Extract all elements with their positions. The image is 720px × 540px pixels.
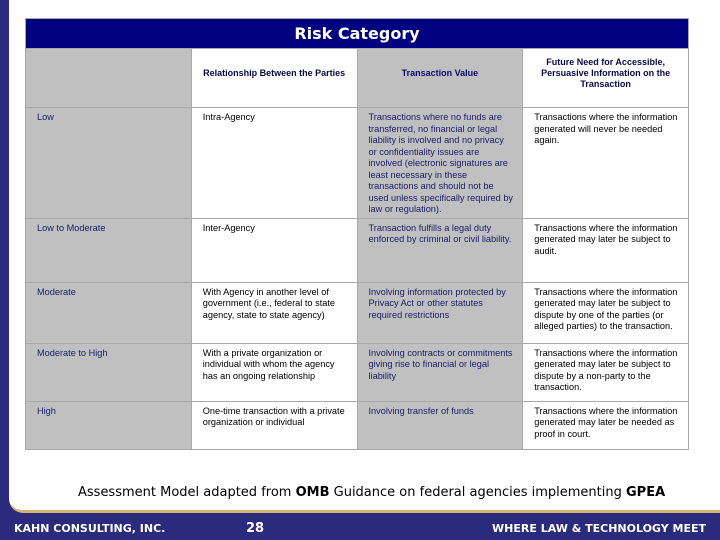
- transaction-value-cell: Involving transfer of funds: [357, 401, 523, 449]
- risk-level: Moderate to High: [26, 343, 192, 401]
- header-empty: [26, 49, 192, 108]
- table-row: [26, 401, 689, 449]
- note-text: Guidance on federal agencies implementing: [329, 485, 626, 500]
- header-relationship: Relationship Between the Parties: [191, 49, 357, 108]
- risk-level: Moderate: [26, 282, 192, 343]
- future-need-cell: Transactions where the information generated may later be subject to dispute by one of the parties (or alleged parties) to the transaction.: [523, 282, 689, 343]
- future-need-cell: Transactions where the information generated may later be subject to dispute by a non-party to the transaction.: [523, 343, 689, 401]
- slide: [9, 0, 720, 513]
- table-row: [26, 282, 689, 343]
- header-future-need: Future Need for Accessible, Persuasive Information on the Transaction: [523, 49, 689, 108]
- table-title: Risk Category: [26, 19, 689, 49]
- note-text: Assessment Model adapted from: [78, 485, 296, 500]
- table-row: [26, 108, 689, 219]
- future-need-cell: Transactions where the information generated may later be needed as proof in court.: [523, 401, 689, 449]
- header-row: [26, 49, 689, 108]
- transaction-value-cell: Transactions where no funds are transferred, no financial or legal liability is involved and no privacy or confidentiality issues are involved (electronic signatures are least necessary in these transactions and should not be used unless specifically required by law or regulation).: [357, 108, 523, 219]
- future-need-cell: Transactions where the information generated may later be subject to audit.: [523, 218, 689, 282]
- risk-level: Low: [26, 108, 192, 219]
- footer-tagline: WHERE LAW & TECHNOLOGY MEET: [492, 522, 706, 535]
- transaction-value-cell: Involving information protected by Privacy Act or other statutes required restrictions: [357, 282, 523, 343]
- table-row: [26, 218, 689, 282]
- transaction-value-cell: Involving contracts or commitments giving rise to financial or legal liability: [357, 343, 523, 401]
- relationship-cell: With a private organization or individual with whom the agency has an ongoing relationship: [191, 343, 357, 401]
- future-need-cell: Transactions where the information generated will never be needed again.: [523, 108, 689, 219]
- header-transaction-value: Transaction Value: [357, 49, 523, 108]
- source-note: [78, 485, 665, 501]
- footer-company: KAHN CONSULTING, INC.: [14, 522, 166, 535]
- relationship-cell: Intra-Agency: [191, 108, 357, 219]
- risk-level: Low to Moderate: [26, 218, 192, 282]
- page-number: 28: [246, 521, 265, 536]
- relationship-cell: One-time transaction with a private organization or individual: [191, 401, 357, 449]
- table-row: [26, 343, 689, 401]
- risk-category-table: [25, 18, 689, 450]
- note-gpea: GPEA: [626, 485, 666, 500]
- risk-level: High: [26, 401, 192, 449]
- relationship-cell: With Agency in another level of government (i.e., federal to state agency, state to state agency): [191, 282, 357, 343]
- note-omb: OMB: [295, 485, 330, 500]
- transaction-value-cell: Transaction fulfills a legal duty enforced by criminal or civil liability.: [357, 218, 523, 282]
- relationship-cell: Inter-Agency: [191, 218, 357, 282]
